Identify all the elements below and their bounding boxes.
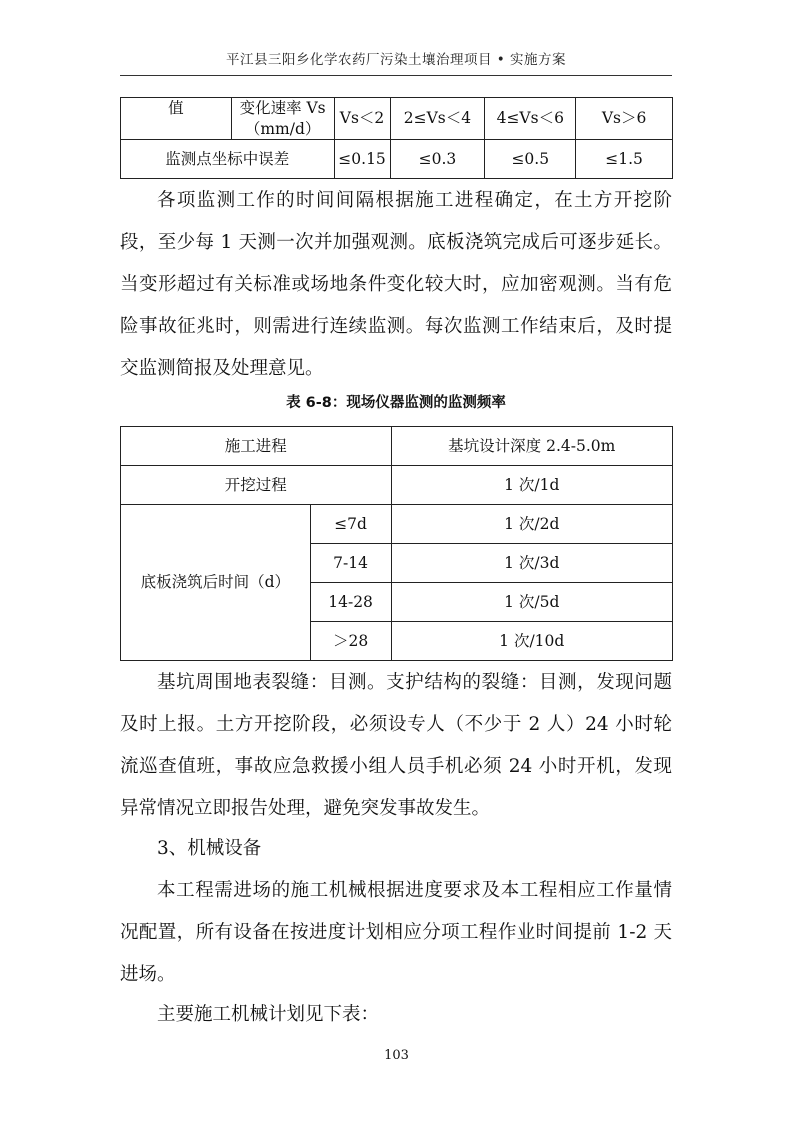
table-cell: 14-28: [310, 583, 391, 622]
table-cell: 值: [121, 98, 232, 140]
paragraph-monitoring-interval: 各项监测工作的时间间隔根据施工进程确定，在土方开挖阶段，至少每 1 天测一次并加强观测。底板浇筑完成后可逐步延长。当变形超过有关标准或场地条件变化较大时，应加密观测。当有危险事故征兆时，则需进行连续监测。每次监测工作结束后，及时提交监测简报及处理意见。: [120, 190, 672, 379]
table-cell: ≤0.3: [390, 140, 485, 179]
page-number: 103: [384, 1048, 409, 1063]
paragraph-machinery-list-intro: 主要施工机械计划见下表：: [157, 1004, 380, 1025]
section-heading: 3、机械设备: [157, 838, 262, 859]
table-caption: 表 6-8：现场仪器监测的监测频率: [286, 395, 506, 411]
table-cell: ＞28: [310, 622, 391, 661]
table-cell: 7-14: [310, 544, 391, 583]
table-cell: ≤7d: [310, 505, 391, 544]
table-cell: 4≤Vs＜6: [485, 98, 576, 140]
table-cell: Vs＜2: [334, 98, 390, 140]
table-row: [121, 427, 673, 466]
table-cell: Vs＞6: [576, 98, 673, 140]
table-cell: ≤0.5: [485, 140, 576, 179]
table-cell: 1 次/2d: [391, 505, 672, 544]
table-cell: 施工进程: [121, 427, 392, 466]
table-cell: 开挖过程: [121, 466, 392, 505]
table-cell: 底板浇筑后时间（d）: [121, 505, 311, 661]
paragraph-crack-inspection: 基坑周围地表裂缝：目测。支护结构的裂缝：目测，发现问题及时上报。土方开挖阶段，必须设专人（不少于 2 人）24 小时轮流巡查值班，事故应急救援小组人员手机必须 24 小时开机，发现异常情况立即报告处理，避免突发事故发生。: [120, 672, 672, 819]
table-cell: 变化速率 Vs（mm/d）: [231, 98, 334, 140]
table-row: [121, 98, 673, 140]
table-cell: 2≤Vs＜4: [390, 98, 485, 140]
table-cell: 1 次/3d: [391, 544, 672, 583]
paragraph-machinery: 本工程需进场的施工机械根据进度要求及本工程相应工作量情况配置，所有设备在按进度计划相应分项工程作业时间提前 1-2 天进场。: [120, 880, 672, 985]
settlement-criteria-table: [120, 97, 673, 179]
table-cell: ≤1.5: [576, 140, 673, 179]
table-cell: 1 次/1d: [391, 466, 672, 505]
page-header: 平江县三阳乡化学农药厂污染土壤治理项目 • 实施方案: [225, 52, 567, 68]
table-cell: 基坑设计深度 2.4-5.0m: [391, 427, 672, 466]
table-row: [121, 140, 673, 179]
monitoring-frequency-table: [120, 426, 673, 661]
table-row: [121, 505, 673, 544]
header-rule: [120, 75, 672, 76]
table-cell: ≤0.15: [334, 140, 390, 179]
table-row: [121, 466, 673, 505]
table-cell: 1 次/10d: [391, 622, 672, 661]
table-cell: 监测点坐标中误差: [121, 140, 335, 179]
table-cell: 1 次/5d: [391, 583, 672, 622]
